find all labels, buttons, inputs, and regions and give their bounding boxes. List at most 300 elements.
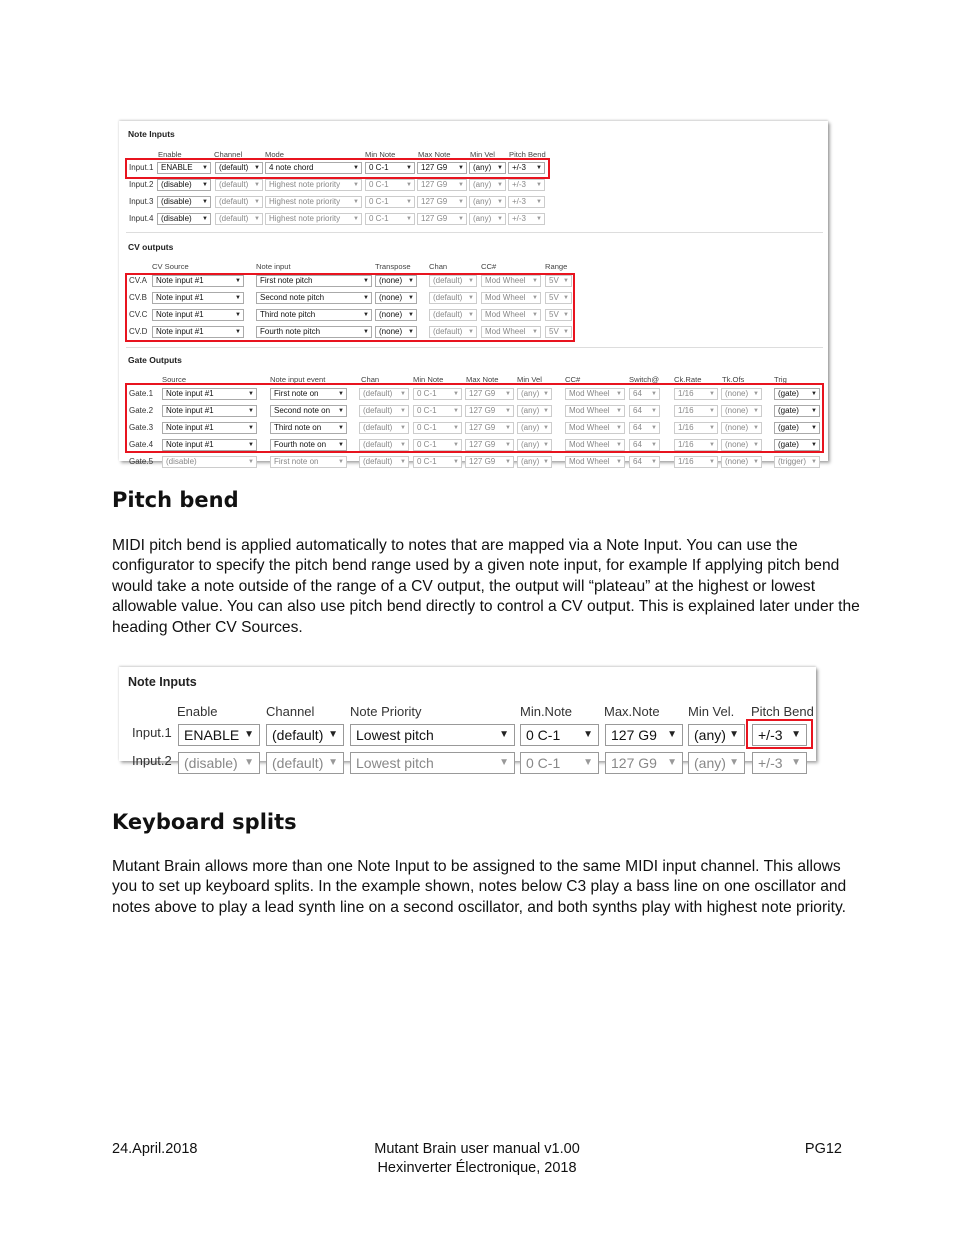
chevron-down-icon: ▼ — [505, 425, 511, 431]
chevron-down-icon: ▼ — [543, 459, 549, 465]
column-header: Channel — [214, 150, 243, 159]
highlight-box-gate-outputs — [125, 383, 824, 453]
dropdown-value: (none) — [379, 327, 403, 336]
dropdown-value: 127 G9 — [421, 180, 448, 189]
dropdown-select[interactable] — [266, 752, 344, 774]
dropdown-select[interactable] — [469, 196, 506, 208]
text-line: allowable value. You can also use pitch bend directly to control a CV output. This is explained later under the — [112, 598, 860, 616]
dropdown-value: (disable) — [161, 214, 192, 223]
chevron-down-icon: ▼ — [458, 199, 464, 205]
chevron-down-icon: ▼ — [536, 216, 542, 222]
dropdown-value: +/-3 — [758, 727, 783, 743]
chevron-down-icon: ▼ — [363, 329, 369, 335]
chevron-down-icon: ▼ — [651, 408, 657, 414]
chevron-down-icon: ▼ — [408, 278, 414, 284]
dropdown-select[interactable] — [517, 456, 552, 468]
chevron-down-icon: ▼ — [811, 391, 817, 397]
chevron-down-icon: ▼ — [791, 729, 801, 740]
chevron-down-icon: ▼ — [248, 442, 254, 448]
dropdown-value: 0 C-1 — [369, 214, 389, 223]
dropdown-select[interactable] — [565, 456, 625, 468]
chevron-down-icon: ▼ — [353, 216, 359, 222]
column-header: CV Source — [152, 262, 189, 271]
dropdown-select[interactable] — [688, 724, 745, 746]
dropdown-value: 0 C-1 — [369, 180, 389, 189]
column-header: Switch@ — [629, 375, 660, 384]
chevron-down-icon: ▼ — [532, 329, 538, 335]
chevron-down-icon: ▼ — [254, 199, 260, 205]
chevron-down-icon: ▼ — [453, 442, 459, 448]
dropdown-value: (any) — [521, 440, 540, 449]
dropdown-value: Mod Wheel — [569, 440, 610, 449]
dropdown-value: (default) — [433, 293, 463, 302]
dropdown-select[interactable] — [270, 456, 347, 468]
dropdown-value: (default) — [433, 327, 463, 336]
dropdown-select[interactable] — [265, 179, 362, 191]
column-header: Min.Note — [520, 704, 573, 719]
dropdown-select[interactable] — [365, 196, 415, 208]
dropdown-select[interactable] — [413, 456, 462, 468]
dropdown-value: 0 C-1 — [417, 440, 437, 449]
dropdown-select[interactable] — [629, 456, 660, 468]
text-line: heading Other CV Sources. — [112, 618, 303, 636]
footer-title: Mutant Brain user manual v1.00 — [374, 1141, 580, 1157]
dropdown-value: (default) — [219, 214, 249, 223]
chevron-down-icon: ▼ — [709, 442, 715, 448]
dropdown-value: (none) — [725, 406, 749, 415]
chevron-down-icon: ▼ — [543, 442, 549, 448]
column-header: Min Vel — [470, 150, 495, 159]
chevron-down-icon: ▼ — [453, 391, 459, 397]
chevron-down-icon: ▼ — [497, 199, 503, 205]
chevron-down-icon: ▼ — [248, 408, 254, 414]
chevron-down-icon: ▼ — [400, 408, 406, 414]
dropdown-value: 4 note chord — [269, 163, 314, 172]
column-header: Transpose — [375, 262, 411, 271]
column-header: Ck.Rate — [674, 375, 702, 384]
dropdown-value: (default) — [363, 423, 393, 432]
chevron-down-icon: ▼ — [353, 182, 359, 188]
chevron-down-icon: ▼ — [563, 278, 569, 284]
chevron-down-icon: ▼ — [254, 216, 260, 222]
dropdown-value: Mod Wheel — [569, 457, 610, 466]
dropdown-value: ENABLE — [184, 727, 240, 743]
chevron-down-icon: ▼ — [400, 459, 406, 465]
column-header: Note Priority — [350, 704, 422, 719]
dropdown-value: 5V — [549, 293, 559, 302]
dropdown-value: (disable) — [184, 755, 238, 771]
dropdown-value: 0 C-1 — [417, 406, 437, 415]
chevron-down-icon: ▼ — [353, 165, 359, 171]
chevron-down-icon: ▼ — [338, 425, 344, 431]
column-header: Note input — [256, 262, 291, 271]
column-header: Max.Note — [604, 704, 660, 719]
text-line: you to set up keyboard splits. In the example shown, notes below C3 play a bass line on one oscillator and — [112, 878, 847, 896]
dropdown-value: 64 — [633, 406, 642, 415]
dropdown-value: 64 — [633, 423, 642, 432]
dropdown-value: Mod Wheel — [485, 310, 526, 319]
chevron-down-icon: ▼ — [453, 459, 459, 465]
dropdown-value: (none) — [725, 440, 749, 449]
column-header: Min Note — [413, 375, 444, 384]
dropdown-value: Third note on — [274, 423, 322, 432]
dropdown-value: 1/16 — [678, 457, 694, 466]
chevron-down-icon: ▼ — [753, 425, 759, 431]
dropdown-select[interactable] — [359, 456, 409, 468]
dropdown-select[interactable] — [350, 724, 515, 746]
dropdown-value: 1/16 — [678, 389, 694, 398]
chevron-down-icon: ▼ — [353, 199, 359, 205]
chevron-down-icon: ▼ — [328, 729, 338, 740]
row-label: Input.1 — [132, 725, 172, 740]
dropdown-select[interactable] — [265, 196, 362, 208]
text-line: Mutant Brain allows more than one Note Input to be assigned to the same MIDI input channel. This allows — [112, 858, 841, 875]
chevron-down-icon: ▼ — [408, 295, 414, 301]
dropdown-select[interactable] — [605, 724, 683, 746]
dropdown-value: (disable) — [161, 180, 192, 189]
dropdown-select[interactable] — [674, 456, 718, 468]
chevron-down-icon: ▼ — [616, 425, 622, 431]
chevron-down-icon: ▼ — [202, 216, 208, 222]
dropdown-value: (default) — [219, 163, 249, 172]
dropdown-value: Note input #1 — [166, 406, 214, 415]
chevron-down-icon: ▼ — [709, 459, 715, 465]
dropdown-value: Mod Wheel — [485, 276, 526, 285]
chevron-down-icon: ▼ — [453, 425, 459, 431]
dropdown-select[interactable] — [215, 196, 263, 208]
dropdown-select[interactable] — [508, 213, 545, 225]
chevron-down-icon: ▼ — [811, 425, 817, 431]
dropdown-select[interactable] — [508, 196, 545, 208]
dropdown-select[interactable] — [721, 456, 762, 468]
dropdown-select[interactable] — [162, 456, 257, 468]
dropdown-value: First note on — [274, 389, 319, 398]
chevron-down-icon: ▼ — [244, 757, 254, 768]
dropdown-value: (default) — [363, 389, 393, 398]
dropdown-value: (gate) — [778, 423, 799, 432]
chevron-down-icon: ▼ — [543, 391, 549, 397]
chevron-down-icon: ▼ — [536, 199, 542, 205]
dropdown-select[interactable] — [365, 213, 415, 225]
dropdown-value: +/-3 — [512, 214, 527, 223]
dropdown-value: Fourth note on — [274, 440, 327, 449]
chevron-down-icon: ▼ — [254, 165, 260, 171]
dropdown-value: Lowest pitch — [356, 755, 434, 771]
column-header: CC# — [481, 262, 497, 271]
dropdown-select[interactable] — [752, 752, 807, 774]
dropdown-value: ENABLE — [161, 163, 193, 172]
dropdown-value: (default) — [433, 276, 463, 285]
dropdown-select[interactable] — [469, 179, 506, 191]
dropdown-value: Highest note priority — [269, 197, 341, 206]
chevron-down-icon: ▼ — [651, 391, 657, 397]
chevron-down-icon: ▼ — [651, 442, 657, 448]
chevron-down-icon: ▼ — [468, 312, 474, 318]
chevron-down-icon: ▼ — [616, 442, 622, 448]
chevron-down-icon: ▼ — [667, 757, 677, 768]
chevron-down-icon: ▼ — [338, 391, 344, 397]
chevron-down-icon: ▼ — [532, 295, 538, 301]
chevron-down-icon: ▼ — [400, 442, 406, 448]
chevron-down-icon: ▼ — [651, 459, 657, 465]
dropdown-value: 127 G9 — [611, 727, 657, 743]
dropdown-value: 1/16 — [678, 423, 694, 432]
dropdown-value: Second note pitch — [260, 293, 325, 302]
chevron-down-icon: ▼ — [458, 165, 464, 171]
dropdown-select[interactable] — [365, 179, 415, 191]
column-header: Min Note — [365, 150, 396, 159]
dropdown-select[interactable] — [520, 724, 599, 746]
chevron-down-icon: ▼ — [709, 408, 715, 414]
dropdown-value: 0 C-1 — [417, 457, 437, 466]
dropdown-value: (default) — [272, 727, 324, 743]
chevron-down-icon: ▼ — [505, 391, 511, 397]
chevron-down-icon: ▼ — [753, 408, 759, 414]
chevron-down-icon: ▼ — [468, 329, 474, 335]
dropdown-select[interactable] — [265, 213, 362, 225]
dropdown-select[interactable] — [417, 213, 467, 225]
chevron-down-icon: ▼ — [254, 182, 260, 188]
section-divider — [126, 232, 823, 233]
chevron-down-icon: ▼ — [338, 442, 344, 448]
column-header: Chan — [429, 262, 448, 271]
text-line: notes above to play a lead synth line on a second oscillator, and both synths play with highest note priority. — [112, 898, 846, 916]
chevron-down-icon: ▼ — [235, 312, 241, 318]
chevron-down-icon: ▼ — [468, 278, 474, 284]
dropdown-select[interactable] — [465, 456, 514, 468]
dropdown-value: (any) — [473, 214, 492, 223]
chevron-down-icon: ▼ — [499, 729, 509, 740]
dropdown-select[interactable] — [157, 196, 211, 208]
dropdown-value: +/-3 — [512, 197, 527, 206]
dropdown-value: (any) — [473, 163, 492, 172]
chevron-down-icon: ▼ — [651, 425, 657, 431]
dropdown-value: Mod Wheel — [569, 389, 610, 398]
section-title: CV outputs — [128, 242, 174, 252]
dropdown-select[interactable] — [157, 179, 211, 191]
dropdown-value: (none) — [725, 423, 749, 432]
chevron-down-icon: ▼ — [532, 312, 538, 318]
section-title: Note Inputs — [128, 675, 197, 689]
chevron-down-icon: ▼ — [499, 757, 509, 768]
column-header: CC# — [565, 375, 581, 384]
chevron-down-icon: ▼ — [497, 182, 503, 188]
dropdown-select[interactable] — [350, 752, 515, 774]
chevron-down-icon: ▼ — [363, 295, 369, 301]
dropdown-value: (disable) — [161, 197, 192, 206]
dropdown-value: 127 G9 — [469, 457, 496, 466]
chevron-down-icon: ▼ — [532, 278, 538, 284]
column-header: Source — [162, 375, 187, 384]
chevron-down-icon: ▼ — [406, 182, 412, 188]
dropdown-value: Lowest pitch — [356, 727, 434, 743]
dropdown-value: 127 G9 — [611, 755, 657, 771]
dropdown-value: 0 C-1 — [526, 755, 561, 771]
chevron-down-icon: ▼ — [563, 329, 569, 335]
column-header: Max Note — [418, 150, 451, 159]
dropdown-value: Note input #1 — [166, 423, 214, 432]
dropdown-value: Highest note priority — [269, 214, 341, 223]
dropdown-value: (default) — [363, 406, 393, 415]
dropdown-value: 5V — [549, 276, 559, 285]
dropdown-value: (default) — [219, 180, 249, 189]
text-line: configurator to specify the pitch bend range used by a given note input, for example If applying pitch bend — [112, 557, 840, 575]
chevron-down-icon: ▼ — [248, 425, 254, 431]
chevron-down-icon: ▼ — [248, 459, 254, 465]
chevron-down-icon: ▼ — [543, 408, 549, 414]
row-label: CV.C — [129, 310, 148, 319]
highlight-box-pitch-bend — [746, 719, 813, 749]
row-label: Gate.2 — [129, 406, 154, 415]
dropdown-value: (any) — [694, 727, 726, 743]
keyboard-splits-heading: Keyboard splits — [112, 810, 297, 834]
column-header: Note input event — [270, 375, 326, 384]
dropdown-value: 127 G9 — [469, 406, 496, 415]
dropdown-select[interactable] — [605, 752, 683, 774]
row-label: CV.A — [129, 276, 147, 285]
column-header: Min Vel. — [688, 704, 735, 719]
chevron-down-icon: ▼ — [667, 729, 677, 740]
chevron-down-icon: ▼ — [753, 459, 759, 465]
footer-publisher: Hexinverter Électronique, 2018 — [377, 1160, 577, 1176]
dropdown-select[interactable] — [266, 724, 344, 746]
chevron-down-icon: ▼ — [406, 199, 412, 205]
chevron-down-icon: ▼ — [811, 408, 817, 414]
dropdown-value: (default) — [219, 197, 249, 206]
dropdown-select[interactable] — [215, 179, 263, 191]
configurator-screenshot — [119, 121, 828, 466]
row-label: Input.2 — [129, 180, 154, 189]
chevron-down-icon: ▼ — [338, 408, 344, 414]
dropdown-value: 64 — [633, 440, 642, 449]
dropdown-select[interactable] — [688, 752, 745, 774]
dropdown-select[interactable] — [417, 179, 467, 191]
chevron-down-icon: ▼ — [709, 425, 715, 431]
dropdown-value: Second note on — [274, 406, 331, 415]
dropdown-value: (trigger) — [778, 457, 807, 466]
row-label: Gate.1 — [129, 389, 154, 398]
footer-date: 24.April.2018 — [112, 1141, 198, 1157]
dropdown-select[interactable] — [417, 196, 467, 208]
chevron-down-icon: ▼ — [497, 216, 503, 222]
dropdown-value: Note input #1 — [156, 276, 204, 285]
chevron-down-icon: ▼ — [202, 182, 208, 188]
dropdown-value: (none) — [379, 293, 403, 302]
section-title: Gate Outputs — [128, 355, 182, 365]
chevron-down-icon: ▼ — [505, 442, 511, 448]
dropdown-value: Highest note priority — [269, 180, 341, 189]
column-header: Tk.Ofs — [722, 375, 745, 384]
chevron-down-icon: ▼ — [400, 391, 406, 397]
dropdown-value: 127 G9 — [469, 423, 496, 432]
dropdown-value: (default) — [272, 755, 324, 771]
dropdown-value: (any) — [521, 423, 540, 432]
chevron-down-icon: ▼ — [729, 729, 739, 740]
chevron-down-icon: ▼ — [811, 442, 817, 448]
chevron-down-icon: ▼ — [753, 442, 759, 448]
chevron-down-icon: ▼ — [811, 459, 817, 465]
dropdown-value: 127 G9 — [469, 389, 496, 398]
dropdown-value: 5V — [549, 310, 559, 319]
chevron-down-icon: ▼ — [563, 312, 569, 318]
chevron-down-icon: ▼ — [616, 408, 622, 414]
chevron-down-icon: ▼ — [536, 182, 542, 188]
dropdown-select[interactable] — [215, 213, 263, 225]
dropdown-value: 1/16 — [678, 406, 694, 415]
chevron-down-icon: ▼ — [248, 391, 254, 397]
dropdown-select[interactable] — [469, 213, 506, 225]
dropdown-select[interactable] — [157, 213, 211, 225]
row-label: Input.2 — [132, 753, 172, 768]
dropdown-select[interactable] — [520, 752, 599, 774]
row-label: Input.1 — [129, 163, 154, 172]
dropdown-value: Note input #1 — [156, 327, 204, 336]
column-header: Enable — [158, 150, 182, 159]
dropdown-value: Mod Wheel — [569, 423, 610, 432]
dropdown-value: Mod Wheel — [569, 406, 610, 415]
chevron-down-icon: ▼ — [753, 391, 759, 397]
dropdown-value: (disable) — [166, 457, 197, 466]
chevron-down-icon: ▼ — [729, 757, 739, 768]
column-header: Min Vel — [517, 375, 542, 384]
dropdown-value: 0 C-1 — [417, 423, 437, 432]
dropdown-value: 0 C-1 — [417, 389, 437, 398]
dropdown-value: 127 G9 — [421, 197, 448, 206]
text-line: would take a note outside of the range of a CV output, the output will “plateau” at the highest or lowest — [112, 577, 816, 595]
dropdown-select[interactable] — [508, 179, 545, 191]
dropdown-value: Note input #1 — [166, 389, 214, 398]
dropdown-value: First note pitch — [260, 276, 313, 285]
dropdown-value: 64 — [633, 389, 642, 398]
dropdown-value: (gate) — [778, 389, 799, 398]
dropdown-value: Note input #1 — [156, 310, 204, 319]
chevron-down-icon: ▼ — [583, 757, 593, 768]
dropdown-value: (default) — [363, 440, 393, 449]
dropdown-value: 1/16 — [678, 440, 694, 449]
dropdown-value: Mod Wheel — [485, 327, 526, 336]
chevron-down-icon: ▼ — [406, 216, 412, 222]
dropdown-value: Note input #1 — [166, 440, 214, 449]
dropdown-select[interactable] — [178, 752, 260, 774]
dropdown-select[interactable] — [774, 456, 820, 468]
chevron-down-icon: ▼ — [563, 295, 569, 301]
chevron-down-icon: ▼ — [709, 391, 715, 397]
dropdown-value: First note on — [274, 457, 319, 466]
dropdown-value: (any) — [521, 389, 540, 398]
chevron-down-icon: ▼ — [244, 729, 254, 740]
dropdown-value: (any) — [521, 457, 540, 466]
chevron-down-icon: ▼ — [616, 459, 622, 465]
chevron-down-icon: ▼ — [363, 312, 369, 318]
chevron-down-icon: ▼ — [458, 182, 464, 188]
column-header: Range — [545, 262, 568, 271]
chevron-down-icon: ▼ — [536, 165, 542, 171]
row-label: Input.3 — [129, 197, 154, 206]
dropdown-value: (any) — [473, 197, 492, 206]
dropdown-value: (gate) — [778, 440, 799, 449]
highlight-box-note-inputs — [125, 158, 550, 179]
chevron-down-icon: ▼ — [202, 165, 208, 171]
dropdown-select[interactable] — [178, 724, 260, 746]
chevron-down-icon: ▼ — [363, 278, 369, 284]
text-line: MIDI pitch bend is applied automatically to notes that are mapped via a Note Input. You can use the — [112, 537, 798, 554]
row-label: Gate.3 — [129, 423, 154, 432]
chevron-down-icon: ▼ — [406, 165, 412, 171]
row-label: CV.B — [129, 293, 147, 302]
row-label: Gate.5 — [129, 457, 154, 466]
chevron-down-icon: ▼ — [543, 425, 549, 431]
chevron-down-icon: ▼ — [453, 408, 459, 414]
